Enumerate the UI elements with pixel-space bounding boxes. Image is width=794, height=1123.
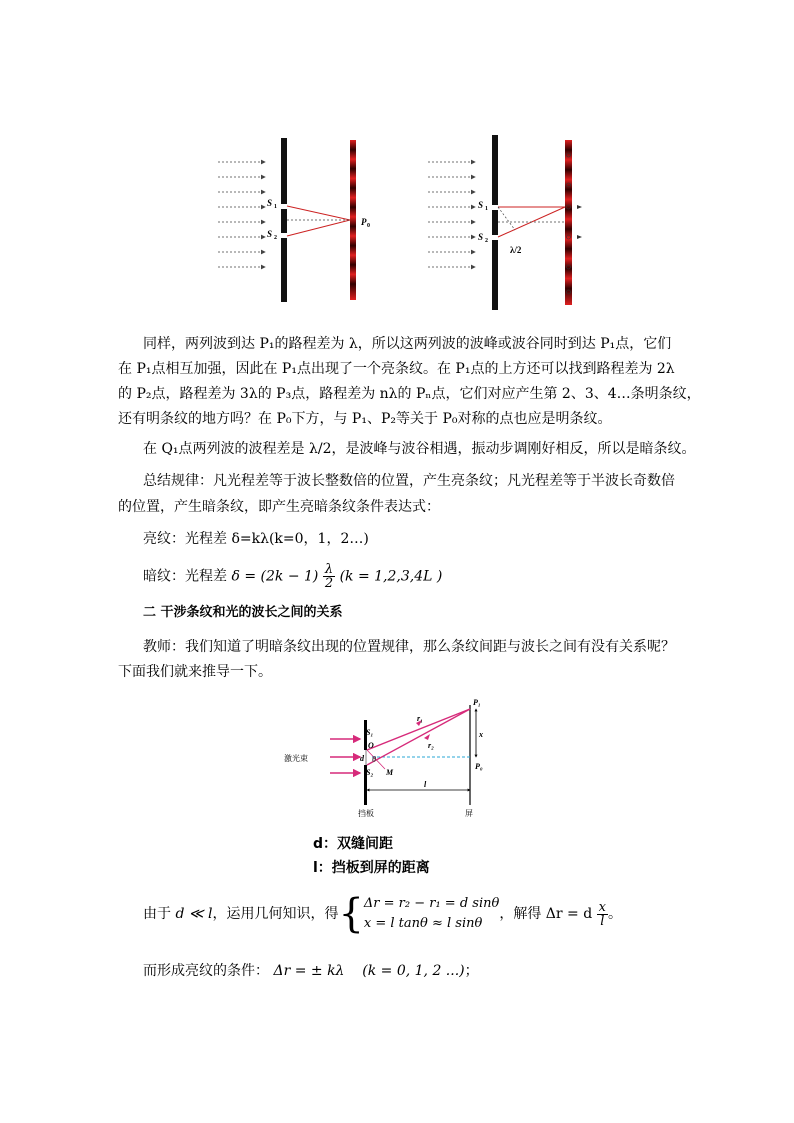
para1-line2: 在 P₁点相互加强，因此在 P₁点出现了一个亮条纹。在 P₁点的上方还可以找到路程差为 2λ: [118, 361, 675, 377]
incident-rays-left: [218, 162, 265, 267]
derivation-line: 由于 d ≪ l，运用几何知识，得{ Δr = r₂ − r₁ = d sinθ x = l tanθ ≈ l sinθ ，解得 Δr = d $\frac{x}{l}$ 。: [143, 891, 622, 937]
para4-line1: 教师：我们知道了明暗条纹出现的位置规律，那么条纹间距与波长之间有没有关系呢？: [143, 639, 675, 655]
svg-text:l: l: [424, 780, 427, 789]
svg-text:1: 1: [274, 204, 277, 210]
svg-text:r₂: r₂: [428, 741, 434, 750]
equation-system: Δr = r₂ − r₁ = d sinθ x = l tanθ ≈ l sinθ: [363, 896, 500, 931]
svg-text:P₁: P₁: [473, 698, 481, 707]
legend-d: d：双缝间距: [313, 836, 394, 852]
barrier-left: [281, 138, 287, 204]
slit-geometry-figure: [280, 695, 510, 820]
x-over-l: $\frac{x}{l}$: [598, 899, 606, 929]
equation-brace: {: [338, 891, 364, 937]
svg-text:P₀: P₀: [475, 762, 483, 771]
s2-label-left: S: [267, 229, 273, 239]
bright-condition-line: 而形成亮纹的条件： Δr = ± kλ (k = 0, 1, 2 ...)；: [143, 963, 479, 979]
fringe-screen-left: [350, 140, 356, 300]
barrier-right: [492, 135, 498, 205]
para3-line1: 总结规律：凡光程差等于波长整数倍的位置，产生亮条纹；凡光程差等于半波长奇数倍: [143, 473, 675, 489]
lambda-over-two: $\frac{\lambda}{2}$: [324, 562, 334, 591]
svg-text:0: 0: [367, 223, 370, 229]
para1-line4: 还有明条纹的地方吗？在 P₀下方，与 P₁、P₂等关于 P₀对称的点也应是明条纹。: [118, 411, 612, 427]
dark-fringe-condition: 暗纹：光程差 δ = (2k − 1) $\frac{\lambda}{2}$ (k = 1,2,3,4L ): [143, 562, 443, 591]
para1-line3: 的 P₂点，路程差为 3λ的 P₃点，路程差为 nλ的 Pₙ点，它们对应产生第 2、3、4…条明条纹，: [118, 386, 701, 402]
section-title: 二 干涉条纹和光的波长之间的关系: [143, 605, 343, 620]
laser-label: 激光束: [284, 754, 308, 763]
s1-label-left: S: [267, 198, 273, 208]
para2-line1: 在 Q₁点两列波的波程差是 λ/2，是波峰与波谷相遇，振动步调刚好相反，所以是暗条纹。: [143, 441, 696, 457]
s2-label-right: S: [478, 232, 484, 242]
incident-rays-right: [428, 162, 475, 267]
screen-label: 屏: [465, 809, 473, 818]
para1-line1: 同样，两列波到达 P₁的路程差为 λ，所以这两列波的波峰或波谷同时到达 P₁点，它们: [143, 336, 672, 352]
svg-text:1: 1: [485, 206, 488, 212]
svg-text:d: d: [360, 754, 364, 763]
fringe-screen-right: [565, 140, 572, 305]
double-slit-figure: [210, 130, 590, 315]
svg-text:2: 2: [274, 235, 277, 241]
svg-text:M: M: [386, 768, 394, 777]
svg-text:r₁: r₁: [417, 714, 423, 723]
para3-line2: 的位置，产生暗条纹，即产生亮暗条纹条件表达式：: [118, 499, 440, 515]
s1-label-right: S: [478, 200, 484, 210]
svg-text:O: O: [368, 741, 374, 750]
baffle-label: 挡板: [358, 809, 374, 818]
svg-text:2: 2: [485, 238, 488, 244]
p0-label: P: [361, 217, 367, 227]
legend-l: l：挡板到屏的距离: [313, 860, 430, 876]
svg-text:x: x: [479, 730, 483, 739]
svg-text:S₁: S₁: [366, 728, 374, 737]
para4-line2: 下面我们就来推导一下。: [118, 664, 272, 680]
svg-text:θ: θ: [372, 755, 377, 764]
svg-text:S₂: S₂: [366, 768, 374, 777]
half-wavelength-label: λ/2: [510, 245, 522, 255]
bright-fringe-condition: 亮纹：光程差 δ=kλ(k=0，1，2…): [143, 531, 369, 547]
